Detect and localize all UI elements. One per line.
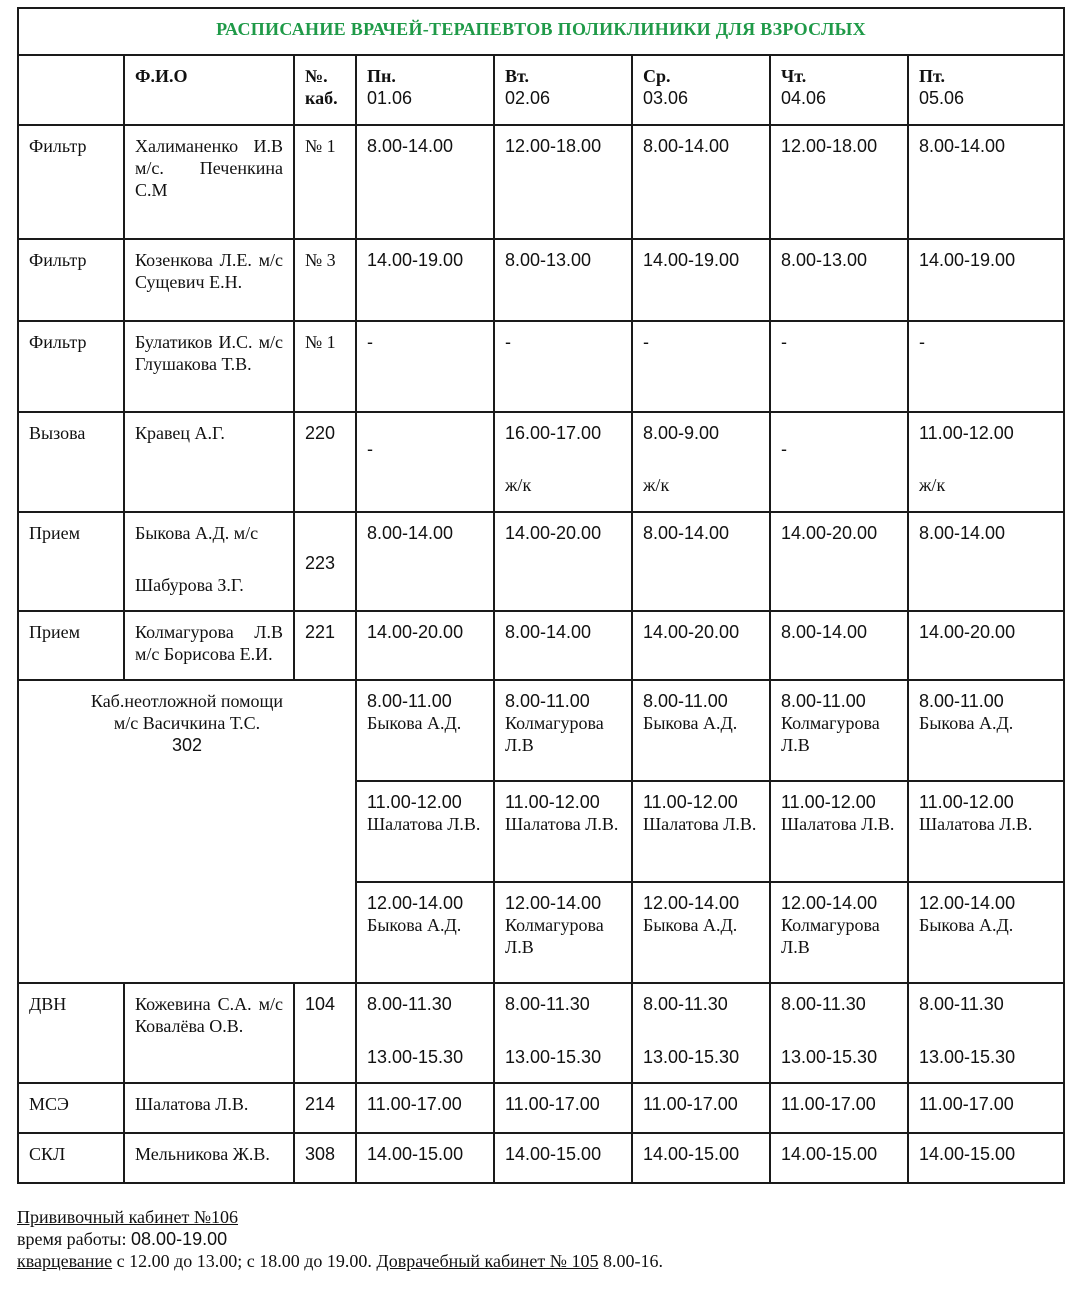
header-day: Ср. 03.06 [632, 55, 770, 125]
row-type: ДВН [18, 983, 124, 1083]
note-text: ж/к [505, 475, 532, 495]
header-fio: Ф.И.О [124, 55, 294, 125]
row-cab: 308 [294, 1133, 356, 1183]
row-cab: 220 [294, 412, 356, 512]
time-cell: 16.00-17.00 ж/к [494, 412, 632, 512]
time-cell: 8.00-13.00 [770, 239, 908, 321]
row-fio: Мельникова Ж.В. [124, 1133, 294, 1183]
row-type: Фильтр [18, 125, 124, 239]
hours-value: 08.00-19.00 [131, 1229, 228, 1249]
time-cell: 14.00-19.00 [632, 239, 770, 321]
urgent-slot: 12.00-14.00 Быкова А.Д. [632, 882, 770, 983]
row-type: Прием [18, 611, 124, 680]
time-cell: 8.00-11.30 13.00-15.30 [494, 983, 632, 1083]
urgent-slot: 8.00-11.00 Быкова А.Д. [908, 680, 1064, 781]
table-title: РАСПИСАНИЕ ВРАЧЕЙ-ТЕРАПЕВТОВ ПОЛИКЛИНИКИ ДЛЯ ВЗРОСЛЫХ [18, 8, 1064, 55]
time-cell: 11.00-17.00 [356, 1083, 494, 1133]
quartz-times: с 12.00 до 13.00; с 18.00 до 19.00. [112, 1251, 377, 1271]
time-cell: 8.00-14.00 [494, 611, 632, 680]
urgent-slot: 12.00-14.00 Колмагурова Л.В [770, 882, 908, 983]
urgent-slot: 11.00-12.00 Шалатова Л.В. [494, 781, 632, 882]
table-row [18, 125, 1064, 239]
row-fio: Кожевина С.А. м/с Ковалёва О.В. [124, 983, 294, 1083]
time-cell: - [908, 321, 1064, 412]
note-text: ж/к [919, 475, 946, 495]
row-cab: 223 [294, 512, 356, 611]
row-fio: Халиманенко И.В м/с. Печенкина С.М [124, 125, 294, 239]
table-row [18, 412, 1064, 512]
row-fio: Козенкова Л.Е. м/с Сущевич Е.Н. [124, 239, 294, 321]
urgent-slot: 12.00-14.00 Быкова А.Д. [356, 882, 494, 983]
row-type: Фильтр [18, 321, 124, 412]
time-cell: 11.00-17.00 [908, 1083, 1064, 1133]
time-cell: - [632, 321, 770, 412]
time-cell: 11.00-17.00 [770, 1083, 908, 1133]
time-cell: 8.00-14.00 [632, 125, 770, 239]
urgent-slot: 8.00-11.00 Колмагурова Л.В [770, 680, 908, 781]
time-cell: 8.00-14.00 [356, 125, 494, 239]
quartz-label: кварцевание [17, 1251, 113, 1271]
time-cell: 12.00-18.00 [494, 125, 632, 239]
time-cell: 8.00-13.00 [494, 239, 632, 321]
note-text: ж/к [643, 475, 670, 495]
time-cell: 14.00-15.00 [356, 1133, 494, 1183]
urgent-slot: 11.00-12.00 Шалатова Л.В. [356, 781, 494, 882]
header-row [18, 55, 1064, 125]
row-fio: Колмагурова Л.В м/с Борисова Е.И. [124, 611, 294, 680]
time-cell: 14.00-20.00 [356, 611, 494, 680]
prehospital-hours: 8.00-16. [598, 1251, 663, 1271]
header-day: Пн. 01.06 [356, 55, 494, 125]
row-cab: № 3 [294, 239, 356, 321]
urgent-slot: 12.00-14.00 Колмагурова Л.В [494, 882, 632, 983]
row-fio: Шалатова Л.В. [124, 1083, 294, 1133]
time-cell: - [770, 412, 908, 512]
schedule-table [17, 7, 1065, 1184]
header-day: Чт. 04.06 [770, 55, 908, 125]
time-cell: 14.00-20.00 [494, 512, 632, 611]
time-cell: 8.00-14.00 [908, 125, 1064, 239]
table-row [18, 512, 1064, 611]
hours-label: время работы: [17, 1229, 132, 1249]
time-cell: 8.00-14.00 [356, 512, 494, 611]
urgent-slot: 8.00-11.00 Быкова А.Д. [356, 680, 494, 781]
row-type: Вызова [18, 412, 124, 512]
time-cell: 8.00-11.30 13.00-15.30 [770, 983, 908, 1083]
urgent-slot: 11.00-12.00 Шалатова Л.В. [908, 781, 1064, 882]
row-cab: 214 [294, 1083, 356, 1133]
time-cell: 14.00-15.00 [908, 1133, 1064, 1183]
time-cell: 12.00-18.00 [770, 125, 908, 239]
vaccination-room-label: Прививочный кабинет №106 [17, 1207, 239, 1227]
time-cell: 11.00-17.00 [494, 1083, 632, 1133]
time-cell: 11.00-12.00 ж/к [908, 412, 1064, 512]
time-cell: 8.00-9.00 ж/к [632, 412, 770, 512]
time-cell: 8.00-14.00 [908, 512, 1064, 611]
time-cell: - [356, 321, 494, 412]
table-row [18, 983, 1064, 1083]
row-type: Фильтр [18, 239, 124, 321]
row-cab: 104 [294, 983, 356, 1083]
row-fio: Кравец А.Г. [124, 412, 294, 512]
time-cell: 8.00-11.30 13.00-15.30 [632, 983, 770, 1083]
table-row [18, 680, 1064, 781]
footer-notes [17, 1206, 663, 1272]
time-cell: 14.00-19.00 [908, 239, 1064, 321]
table-row [18, 611, 1064, 680]
time-cell: 8.00-14.00 [632, 512, 770, 611]
row-type: МСЭ [18, 1083, 124, 1133]
urgent-slot: 11.00-12.00 Шалатова Л.В. [770, 781, 908, 882]
time-cell: 14.00-20.00 [770, 512, 908, 611]
row-type: СКЛ [18, 1133, 124, 1183]
time-cell: - [770, 321, 908, 412]
time-cell: 14.00-15.00 [632, 1133, 770, 1183]
header-day: Пт. 05.06 [908, 55, 1064, 125]
row-fio: Булатиков И.С. м/с Глушакова Т.В. [124, 321, 294, 412]
table-row [18, 321, 1064, 412]
urgent-slot: 8.00-11.00 Быкова А.Д. [632, 680, 770, 781]
header-day: Вт. 02.06 [494, 55, 632, 125]
time-cell: 14.00-19.00 [356, 239, 494, 321]
row-fio: Быкова А.Д. м/с Шабурова З.Г. [124, 512, 294, 611]
time-cell: 8.00-11.30 13.00-15.30 [356, 983, 494, 1083]
row-cab: 221 [294, 611, 356, 680]
table-row [18, 239, 1064, 321]
row-cab: № 1 [294, 321, 356, 412]
time-cell: 14.00-15.00 [494, 1133, 632, 1183]
urgent-slot: 11.00-12.00 Шалатова Л.В. [632, 781, 770, 882]
time-cell: 11.00-17.00 [632, 1083, 770, 1133]
time-cell: 14.00-15.00 [770, 1133, 908, 1183]
urgent-slot: 8.00-11.00 Колмагурова Л.В [494, 680, 632, 781]
urgent-slot: 12.00-14.00 Быкова А.Д. [908, 882, 1064, 983]
row-type: Прием [18, 512, 124, 611]
prehospital-room-label: Доврачебный кабинет № 105 [376, 1251, 599, 1271]
time-cell: 14.00-20.00 [632, 611, 770, 680]
header-cab: №. каб. [294, 55, 356, 125]
row-cab: № 1 [294, 125, 356, 239]
urgent-room-cell: Каб.неотложной помощи м/с Васичкина Т.С. 302 [18, 680, 356, 983]
time-cell: 8.00-14.00 [770, 611, 908, 680]
table-row [18, 1083, 1064, 1133]
time-cell: - [494, 321, 632, 412]
time-cell: 8.00-11.30 13.00-15.30 [908, 983, 1064, 1083]
time-cell: 14.00-20.00 [908, 611, 1064, 680]
time-cell: - [356, 412, 494, 512]
table-row [18, 1133, 1064, 1183]
header-empty [18, 55, 124, 125]
